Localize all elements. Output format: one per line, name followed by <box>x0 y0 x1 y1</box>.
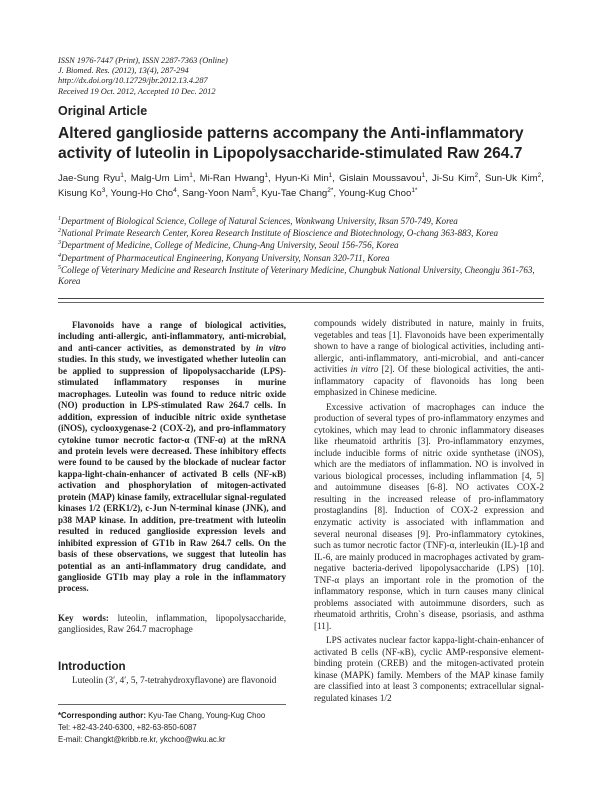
author-name: Jae-Sung Ryu <box>58 173 121 184</box>
right-column-body <box>314 318 544 707</box>
author-affiliation-mark: 3 <box>101 186 106 194</box>
doi-link[interactable]: http://dx.doi.org/10.12729/jbr.2012.13.4.287 <box>58 76 208 86</box>
affiliation-mark: 4 <box>58 252 61 259</box>
header-rule-bottom <box>58 302 544 303</box>
affiliation <box>58 253 544 265</box>
author-affiliation-mark: 2 <box>537 171 542 179</box>
affiliation-text: Department of Pharmaceutical Engineering, Konyang University, Nonsan 320-711, Korea <box>61 252 390 263</box>
affiliation-mark: 2 <box>58 228 61 235</box>
affiliation <box>58 216 544 228</box>
affiliation-text: National Primate Research Center, Korea Research Institute of Bioscience and Biotechnology, O-chang 363-883, Korea <box>61 228 499 239</box>
author-name: Kisung Ko <box>58 187 102 199</box>
footnote-rule <box>58 704 286 705</box>
author-name: Young-Kug Choo <box>338 187 412 199</box>
article-title: Altered ganglioside patterns accompany the Anti-inflammatory activity of luteolin in Lipopolysaccharide-stimulated Raw 264.7 <box>58 125 524 162</box>
introduction-heading: Introduction <box>58 660 126 673</box>
affiliation-text: Department of Biological Science, College of Natural Sciences, Wonkwang University, Iksan 570-749, Korea <box>61 216 458 226</box>
author-affiliation-mark: 2* <box>327 186 334 194</box>
introduction-first-line: Luteolin (3′, 4′, 5, 7-tetrahydroxyflavone) are flavonoid <box>72 675 277 685</box>
affiliation-text: Department of Medicine, College of Medicine, Chung-Ang University, Seoul 156-756, Korea <box>61 240 399 251</box>
body-paragraph: LPS activates nuclear factor kappa-light-chain-enhancer of activated B cells (NF-κB), cyclic AMP-responsive element-binding protein (CREB) and the mitogen-activated protein kinase (MAPK) family. Members of the MAP kinase family are classified into at least 3 components; extracellular signal-regulated kinases 1/2 <box>314 635 544 703</box>
author-affiliation-mark: 2 <box>474 171 479 179</box>
author-affiliation-mark: 4 <box>173 186 177 194</box>
corresponding-names: Kyu-Tae Chang, Young-Kug Choo <box>148 711 266 720</box>
author-name: Young-Ho Cho <box>110 187 174 199</box>
author-affiliation-mark: 1 <box>264 171 269 179</box>
body-paragraph: Excessive activation of macrophages can induce the production of several types of pro-inflammatory enzymes and cytokines, which may lead to chronic inflammatory diseases like rheumatoid arthritis [3]. Pro-inflammatory enzymes, include inducible forms of nitric oxide synthetase (iNOS), which are the mediators of inflammation. NO is involved in various biological processes, including inflammation [4, 5] and autoimmune diseases [6-8]. NO activates COX-2 resulting in the increased release of pro-inflammatory prostaglandins [8]. Induction of COX-2 expression and enzymatic activity is associated with inflammation and several neuronal diseases [9]. Pro-inflammatory cytokines, such as tumor necrotic factor (TNF)-α, interleukin (IL)-1β and IL-6, are mainly produced in macrophages activated by gram-negative bacteria-derived lipopolysaccharide (LPS) [10]. TNF-α plays an important role in the promotion of the inflammatory response, which in turn causes many clinical problems associated with autoimmune disorders, such as rheumatoid arthritis, Crohn`s disease, psoriasis, and asthma [11]. <box>314 401 544 631</box>
journal-header <box>58 56 478 97</box>
author-affiliation-mark: 1 <box>421 171 426 179</box>
author-affiliation-mark: 5 <box>252 186 256 194</box>
header-rule-top <box>58 298 544 299</box>
author-name: Ji-Su Kim <box>432 173 475 184</box>
received-line: Received 19 Oct. 2012, Accepted 10 Dec. 2012 <box>58 86 216 96</box>
affiliation <box>58 228 544 240</box>
author-affiliation-mark: 1 <box>189 171 193 179</box>
corresponding-author <box>58 710 286 746</box>
keywords-text: luteolin, inflammation, lipopolysaccharide, gangliosides, Raw 264.7 macrophage <box>58 613 287 635</box>
author-name: Kyu-Tae Chang <box>261 187 328 199</box>
author-affiliation-mark: 1* <box>411 186 418 194</box>
keywords-label: Key words: <box>58 613 109 623</box>
author-name: Gislain Moussavou <box>339 173 422 184</box>
affiliation-text: College of Veterinary Medicine and Research Institute of Veterinary Medicine, Chungbuk National University, Cheongju 361-763, Korea <box>58 264 535 287</box>
corresponding-email[interactable]: E-mail: Changkt@kribb.re.kr, ykchoo@wku.ac.kr <box>58 735 226 744</box>
abstract-text: Flavonoids have a range of biological activities, including anti-allergic, anti-inflammatory, anti-microbial, and anti-cancer activities, as demonstrated by in vitro studies. In this study, we investigated whether luteolin can be applied to suppression of lipopolysaccharide (LPS)-stimulated inflammatory responses in murine macrophages. Luteolin was found to reduce nitric oxide (NO) production in LPS-stimulated Raw 264.7 cells. In addition, expression of inducible nitric oxide synthetase (iNOS), cyclooxygenase-2 (COX-2), and pro-inflammatory cytokine tumor necrotic factor-α (TNF-α) at the mRNA and protein levels were decreased. These inhibitory effects were found to be caused by the blockade of nuclear factor kappa-light-chain-enhancer of activated B cells (NF-κB) activation and phosphorylation of mitogen-activated protein (MAP) kinase family, extracellular signal-regulated kinases 1/2 (ERK1/2), c-Jun N-terminal kinase (JNK), and p38 MAP kinase. In addition, pre-treatment with luteolin resulted in reduced ganglioside expression levels and inhibited expression of GT1b in Raw 264.7 cells. On the basis of these observations, we suggest that luteolin has potential as an anti-inflammatory drug candidate, and ganglioside GT1b may play a role in the inflammatory process. <box>58 320 286 594</box>
issn-line: ISSN 1976-7447 (Print), ISSN 2287-7363 (Online) <box>58 56 228 65</box>
article-type: Original Article <box>58 104 148 118</box>
affiliation <box>58 265 544 288</box>
author-list: Jae-Sung Ryu$^1$, Malg-Um Lim$^1$, Mi-Ran Hwang$^1$, Hyun-Ki Min$^1$, Gislain Moussavou$^1$, Ji-Su Kim$^2$, Sun-Uk Kim$^2$, Kisung Ko$^3$, Young-Ho Cho$^4$, Sang-Yoon Nam$^5$, Kyu-Tae Chang$^{2*}$, Young-Kug Choo$^{1*}$ <box>58 171 544 199</box>
corresponding-tel: Tel: +82-43-240-6300, +82-63-850-6087 <box>58 723 197 732</box>
affiliation-mark: 3 <box>58 240 61 247</box>
citation-line: J. Biomed. Res. (2012), 13(4), 287-294 <box>58 66 189 76</box>
affiliation-mark: 1 <box>58 215 61 222</box>
body-paragraph: compounds widely distributed in nature, mainly in fruits, vegetables and teas [1]. Flavonoids have been experimentally shown to have a range of biological activities, including anti-allergic, anti-inflammatory, anti-microbial, and anti-cancer activities in vitro [2]. Of these biological activities, the anti-inflammatory capacity of flavonoids has long been emphasized in Chinese medicine. <box>314 318 544 398</box>
author-name: Hyun-Ki Min <box>274 173 329 184</box>
author-name: Malg-Um Lim <box>130 173 190 184</box>
author-affiliation-mark: 1 <box>120 171 124 179</box>
author-name: Sang-Yoon Nam <box>182 187 253 199</box>
author-affiliation-mark: 1 <box>328 171 333 179</box>
abstract <box>58 320 286 595</box>
author-name: Mi-Ran Hwang <box>199 173 265 184</box>
corresponding-label: *Corresponding author: <box>58 711 146 720</box>
affiliation <box>58 240 544 252</box>
affiliation-mark: 5 <box>58 264 61 271</box>
affiliation-list <box>58 216 544 289</box>
author-name: Sun-Uk Kim <box>484 173 538 184</box>
keywords <box>58 613 286 636</box>
